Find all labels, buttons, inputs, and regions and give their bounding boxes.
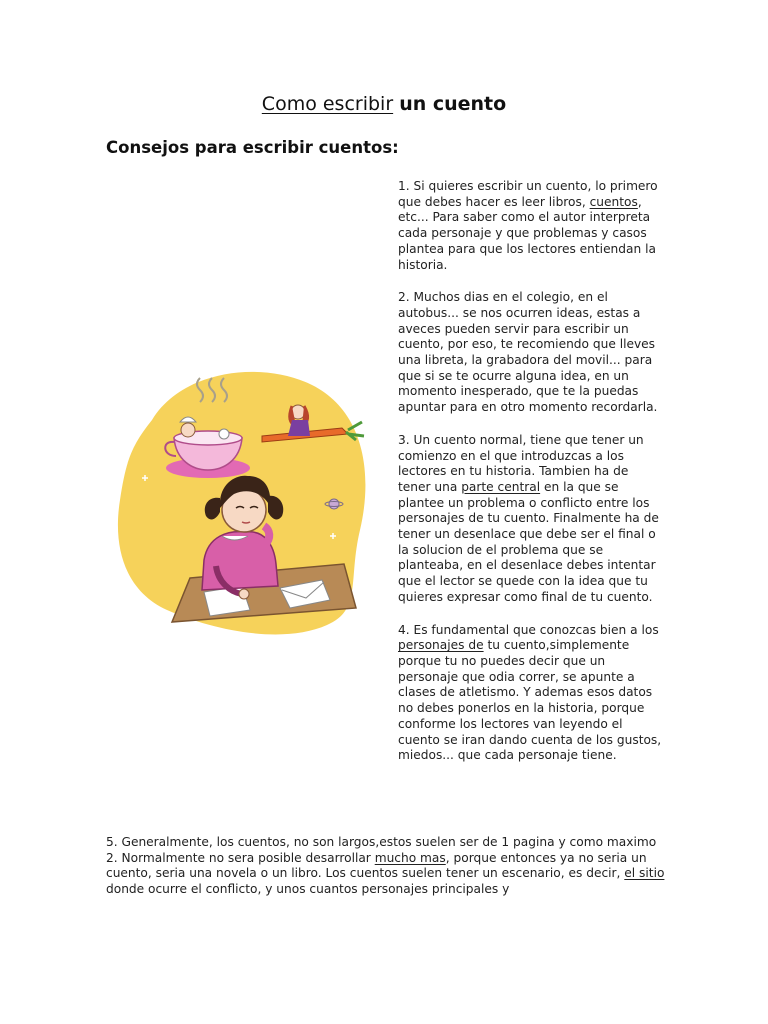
link-mucho-mas[interactable]: mucho mas	[374, 850, 446, 865]
link-personajes-de[interactable]: personajes de	[398, 638, 484, 653]
tip-1: 1. Si quieres escribir un cuento, lo primero que debes hacer es leer libros, cuentos, etc... Para saber como el autor interpreta cada personaje y que problemas y casos plantea para que los lectores entiendan la historia.	[398, 179, 658, 272]
title-part1: Como escribir	[261, 93, 394, 115]
link-parte-central[interactable]: parte central	[461, 479, 541, 494]
tip-2: 2. Muchos dias en el colegio, en el autobus... se nos ocurren ideas, estas a aveces pueden servir para escribir un cuento, por eso, te recomiendo que lleves una libreta, la grabadora del movil... para que si se te ocurre alguna idea, en un momento inesperado, que te la puedas apuntar para en otro momento recordarla.	[398, 290, 658, 415]
girl-writing-illustration	[112, 360, 374, 650]
section-heading: Consejos para escribir cuentos:	[106, 138, 399, 157]
document-title	[0, 91, 768, 117]
tips-column	[398, 179, 664, 781]
link-el-sitio[interactable]: el sitio	[624, 866, 665, 881]
title-part2: un cuento	[399, 93, 507, 115]
tip-5: 5. Generalmente, los cuentos, no son largos,estos suelen ser de 1 pagina y como maximo 2. Normalmente no sera posible desarrollar mucho mas, porque entonces ya no seria un cuento, seria una novela o un libro. Los cuentos suelen tener un escenario, es decir, el sitio donde ocurre el conflicto, y unos cuantos personajes principales y	[106, 835, 665, 897]
tip-4: 4. Es fundamental que conozcas bien a los personajes de tu cuento,simplemente porque tu no puedes decir que un personaje que odia correr, se apunte a clases de atletismo. Y ademas esos datos no debes ponerlos en la historia, porque conforme los lectores van leyendo el cuento se iran dando cuenta de los gustos, miedos... que cada personaje tiene.	[398, 622, 662, 763]
tip-3: 3. Un cuento normal, tiene que tener un comienzo en el que introduzcas a los lectores en tu historia. Tambien ha de tener una parte central en la que se plantee un problema o conflicto entre los personajes de tu cuento. Finalmente ha de tener un desenlace que debe ser el final o la solucion de el problema que se planteaba, en el desenlace debes intentar que el lector se quede con la idea que tu quieres expresar como final de tu cuento.	[398, 432, 659, 604]
link-cuentos[interactable]: cuentos	[589, 194, 638, 209]
